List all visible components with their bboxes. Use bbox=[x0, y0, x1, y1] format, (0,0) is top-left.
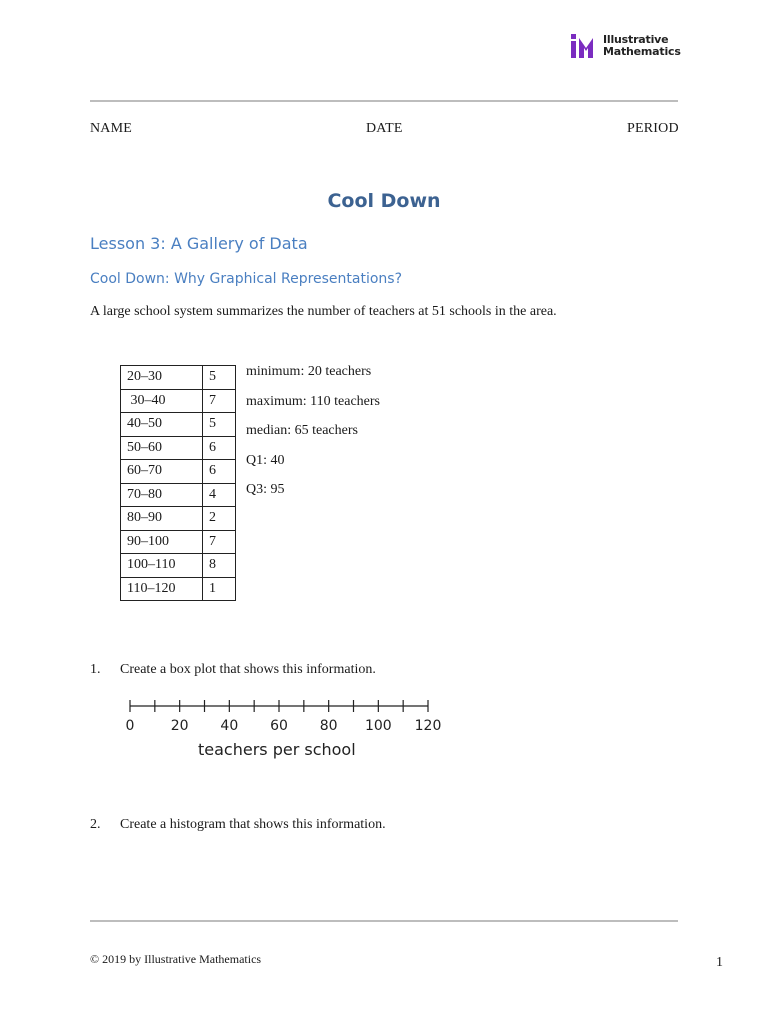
table-row bbox=[121, 413, 236, 437]
question-number: 1. bbox=[90, 662, 101, 677]
cool-down-heading: Cool Down: Why Graphical Representations? bbox=[90, 271, 403, 287]
question-number: 2. bbox=[90, 817, 101, 832]
period-label: PERIOD bbox=[627, 121, 679, 136]
question-1 bbox=[90, 662, 690, 682]
frequency-table bbox=[120, 365, 236, 601]
header-rule bbox=[90, 100, 678, 102]
interval-cell: 110–120 bbox=[121, 577, 203, 601]
count-cell: 4 bbox=[203, 483, 236, 507]
question-text: Create a histogram that shows this information. bbox=[120, 817, 386, 832]
count-cell: 6 bbox=[203, 460, 236, 484]
axis-tick-label: 100 bbox=[364, 718, 392, 734]
q1-stat: Q1: 40 bbox=[246, 452, 285, 468]
interval-cell: 90–100 bbox=[121, 530, 203, 554]
count-cell: 6 bbox=[203, 436, 236, 460]
table-row bbox=[121, 436, 236, 460]
axis-tick-label: 120 bbox=[414, 718, 442, 734]
count-cell: 5 bbox=[203, 413, 236, 437]
date-label: DATE bbox=[366, 121, 403, 136]
q3-stat: Q3: 95 bbox=[246, 482, 285, 498]
count-cell: 7 bbox=[203, 530, 236, 554]
axis-label: teachers per school bbox=[198, 740, 356, 759]
number-line bbox=[120, 690, 450, 740]
page-title: Cool Down bbox=[327, 190, 441, 212]
lesson-heading: Lesson 3: A Gallery of Data bbox=[90, 234, 308, 253]
summary-statistics bbox=[246, 364, 380, 512]
table-row bbox=[121, 577, 236, 601]
table-row bbox=[121, 389, 236, 413]
table-row bbox=[121, 554, 236, 578]
table-row bbox=[121, 507, 236, 531]
axis-tick-label: 40 bbox=[220, 718, 239, 734]
count-cell: 2 bbox=[203, 507, 236, 531]
axis-tick-label: 0 bbox=[125, 718, 135, 734]
page-number: 1 bbox=[716, 955, 723, 970]
interval-cell: 80–90 bbox=[121, 507, 203, 531]
logo-line-1: Illustrative bbox=[603, 33, 669, 46]
count-cell: 1 bbox=[203, 577, 236, 601]
interval-cell: 30–40 bbox=[121, 389, 203, 413]
interval-cell: 100–110 bbox=[121, 554, 203, 578]
axis-tick-label: 80 bbox=[319, 718, 338, 734]
copyright-text: © 2019 by Illustrative Mathematics bbox=[90, 952, 262, 966]
table-row bbox=[121, 530, 236, 554]
interval-cell: 50–60 bbox=[121, 436, 203, 460]
table-row bbox=[121, 366, 236, 390]
intro-text: A large school system summarizes the number of teachers at 51 schools in the area. bbox=[90, 304, 557, 319]
footer-rule bbox=[90, 920, 678, 922]
interval-cell: 60–70 bbox=[121, 460, 203, 484]
median-stat: median: 65 teachers bbox=[246, 423, 358, 439]
table-row bbox=[121, 460, 236, 484]
count-cell: 8 bbox=[203, 554, 236, 578]
question-text: Create a box plot that shows this information. bbox=[120, 662, 376, 677]
interval-cell: 20–30 bbox=[121, 366, 203, 390]
maximum-stat: maximum: 110 teachers bbox=[246, 393, 380, 409]
question-2 bbox=[90, 817, 690, 837]
minimum-stat: minimum: 20 teachers bbox=[246, 364, 372, 379]
interval-cell: 70–80 bbox=[121, 483, 203, 507]
interval-cell: 40–50 bbox=[121, 413, 203, 437]
logo-wordmark bbox=[603, 34, 681, 58]
illustrative-mathematics-logo bbox=[570, 34, 680, 60]
count-cell: 5 bbox=[203, 366, 236, 390]
im-logo-icon bbox=[570, 34, 600, 60]
name-label: NAME bbox=[90, 121, 133, 136]
count-cell: 7 bbox=[203, 389, 236, 413]
axis-tick-label: 60 bbox=[270, 718, 288, 734]
table-row bbox=[121, 483, 236, 507]
axis-tick-label: 20 bbox=[170, 718, 189, 734]
logo-line-2: Mathematics bbox=[603, 45, 681, 58]
